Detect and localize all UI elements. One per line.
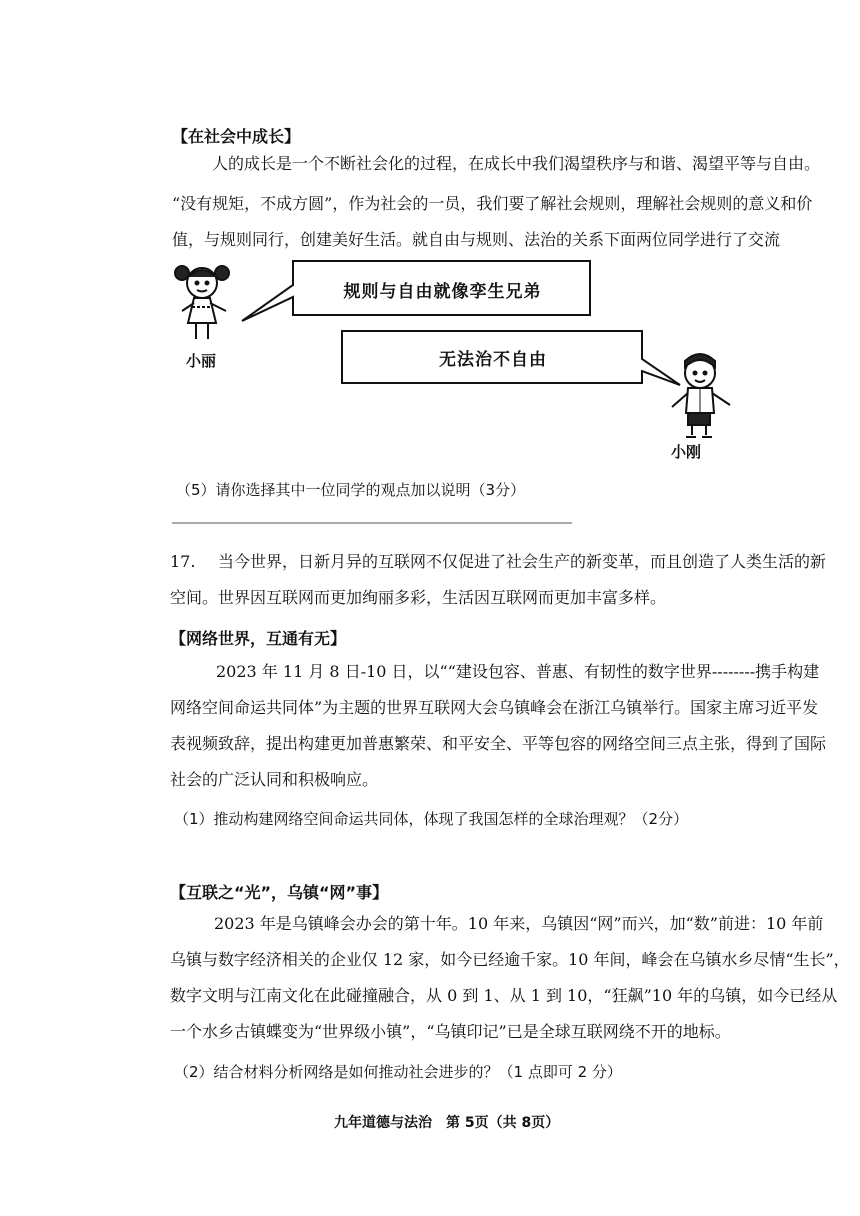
paragraph-line: 人的成长是一个不断社会化的过程，在成长中我们渴望秩序与和谐、渴望平等与自由。: [212, 154, 821, 173]
paragraph-line: 一个水乡古镇蝶变为“世界级小镇”，“乌镇印记”已是全球互联网绕不开的地标。: [170, 1022, 731, 1041]
paragraph-line: 网络空间命运共同体”为主题的世界互联网大会乌镇峰会在浙江乌镇举行。国家主席习近平发: [170, 698, 819, 717]
girl-figure-icon: [175, 266, 229, 339]
divider: [172, 522, 572, 524]
xiaoli-name-label: 小丽: [186, 352, 217, 370]
paragraph-line: “没有规矩，不成方圆”，作为社会的一员，我们要了解社会规则，理解社会规则的意义和价: [172, 194, 813, 213]
section-heading-network: 【网络世界，互通有无】: [170, 629, 347, 648]
paragraph-line: 社会的广泛认同和积极响应。: [170, 770, 379, 789]
section-heading-wuzhen: 【互联之“光”，乌镇“网”事】: [170, 883, 389, 902]
boy-figure-icon: [672, 354, 730, 437]
paragraph-line: 数字文明与江南文化在此碰撞融合，从 0 到 1、从 1 到 10，“狂飙”10 年的乌镇，如今已经从: [170, 986, 838, 1005]
paragraph-line: 乌镇与数字经济相关的企业仅 12 家，如今已经逾千家。10 年间，峰会在乌镇水乡尽情“生长”，: [170, 950, 850, 969]
paragraph-line: 2023 年 11 月 8 日-10 日，以““建设包容、普惠、有韧性的数字世界--------携手构建: [216, 662, 820, 681]
xiaoli-quote: 规则与自由就像孪生兄弟: [343, 281, 542, 302]
section-heading-growth: 【在社会中成长】: [172, 127, 301, 146]
paragraph-line: 表视频致辞，提出构建更加普惠繁荣、和平安全、平等包容的网络空间三点主张，得到了国际: [170, 734, 827, 753]
paragraph-line: 当今世界，日新月异的互联网不仅促进了社会生产的新变革，而且创造了人类生活的新: [218, 552, 827, 571]
page-footer: 九年道德与法治 第 5页（共 8页）: [334, 1115, 560, 1131]
paragraph-line: 2023 年是乌镇峰会办会的第十年。10 年来，乌镇因“网”而兴，加“数”前进：10 年前: [214, 914, 824, 933]
paragraph-line: 值，与规则同行，创建美好生活。就自由与规则、法治的关系下面两位同学进行了交流: [172, 230, 781, 249]
xiaogang-name-label: 小刚: [671, 443, 702, 461]
question-2: （2）结合材料分析网络是如何推动社会进步的？（1 点即可 2 分）: [174, 1063, 622, 1081]
question-17-number: 17.: [170, 552, 196, 571]
xiaogang-quote: 无法治不自由: [439, 349, 547, 370]
paragraph-line: 空间。世界因互联网而更加绚丽多彩，生活因互联网而更加丰富多样。: [170, 588, 667, 607]
question-1: （1）推动构建网络空间命运共同体，体现了我国怎样的全球治理观？（2分）: [174, 810, 689, 828]
question-5: （5）请你选择其中一位同学的观点加以说明（3分）: [176, 481, 526, 499]
